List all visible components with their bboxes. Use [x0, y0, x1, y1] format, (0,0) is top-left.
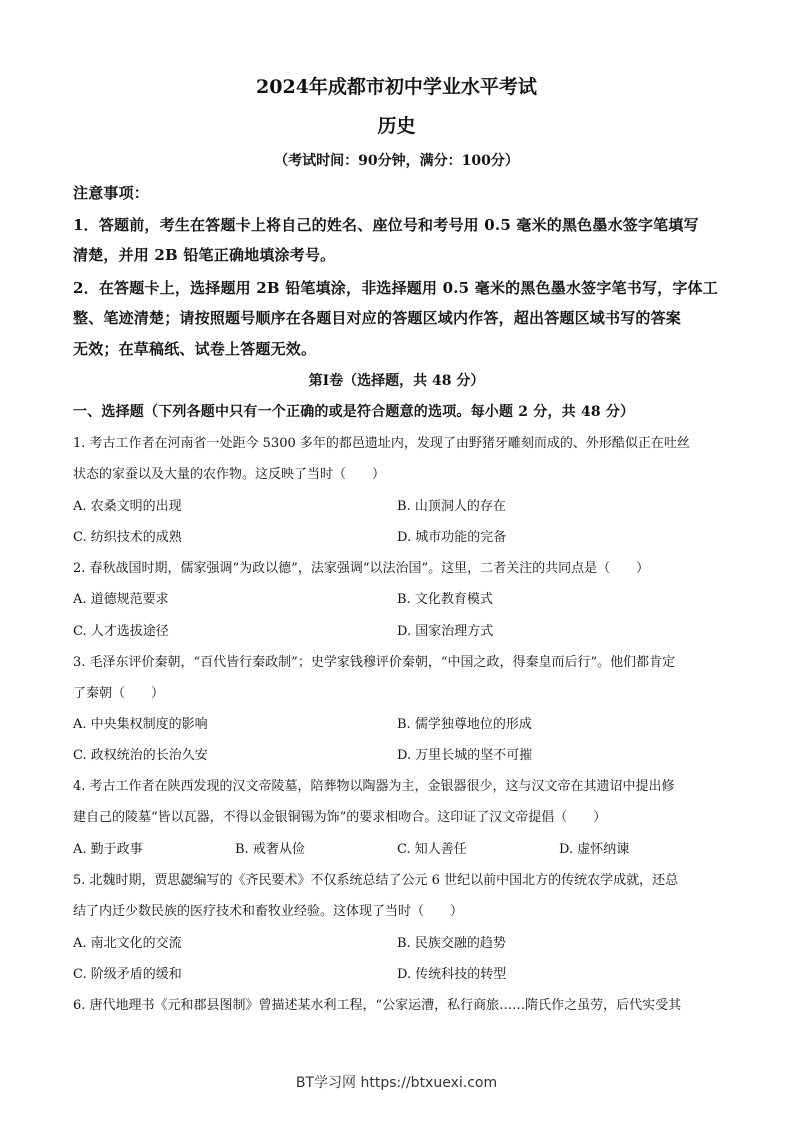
section-title: 第Ⅰ卷（选择题，共 48 分） [308, 373, 485, 389]
page-footer[interactable]: BT学习网 https://btxuexi.com [295, 1075, 498, 1091]
question-3-option-b: B. 儒学独尊地位的形成 [397, 717, 532, 732]
exam-info: （考试时间：90分钟，满分：100分） [274, 153, 519, 169]
question-3-stem: 3. 毛泽东评价秦朝，“百代皆行秦政制”；史学家钱穆评价秦朝，“中国之政，得秦皇而后行”。他们都肯定 [73, 655, 676, 670]
notice-line: 1．答题前，考生在答题卡上将自己的姓名、座位号和考号用 0.5 毫米的黑色墨水签字笔填写 [73, 216, 699, 234]
question-2-option-c: C. 人才选拔途径 [73, 624, 169, 639]
question-6-stem: 6. 唐代地理书《元和郡县图制》曾描述某水利工程，“公家运漕，私行商旅……隋氏作之虽劳，后代实受其 [73, 998, 682, 1013]
question-4-option-d: D. 虚怀纳谏 [559, 842, 630, 857]
question-4-option-b: B. 戒奢从俭 [235, 842, 305, 857]
question-5-option-c: C. 阶级矛盾的缓和 [73, 967, 182, 982]
exam-title: 2024年成都市初中学业水平考试 [256, 76, 537, 98]
question-1-stem: 1. 考古工作者在河南省一处距今 5300 多年的都邑遗址内，发现了由野猪牙雕刻而成的、外形酷似正在吐丝 [73, 436, 690, 451]
notice-line: 无效；在草稿纸、试卷上答题无效。 [73, 340, 317, 358]
question-1-stem: 状态的家蚕以及大量的农作物。这反映了当时（ ） [73, 467, 386, 482]
question-2-option-b: B. 文化教育模式 [397, 592, 493, 607]
subject-title: 历史 [377, 115, 416, 137]
question-4-option-c: C. 知人善任 [397, 842, 467, 857]
question-2-option-d: D. 国家治理方式 [397, 624, 494, 639]
question-3-option-c: C. 政权统治的长治久安 [73, 748, 208, 763]
question-4-stem: 4. 考古工作者在陕西发现的汉文帝陵墓，陪葬物以陶器为主，金银器很少，这与汉文帝在其遗诏中提出修 [73, 779, 675, 794]
notice-line: 整、笔迹清楚；请按照题号顺序在各题目对应的答题区域内作答，超出答题区域书写的答案 [73, 309, 682, 327]
question-5-option-d: D. 传统科技的转型 [397, 967, 507, 982]
question-4-stem: 建自己的陵墓“皆以瓦器，不得以金银铜锡为饰”的要求相吻合。这印证了汉文帝提倡（ ） [73, 810, 607, 825]
question-2-option-a: A. 道德规范要求 [73, 592, 169, 607]
question-1-option-b: B. 山顶洞人的存在 [397, 499, 506, 514]
question-3-option-a: A. 中央集权制度的影响 [73, 717, 208, 732]
question-1-option-d: D. 城市功能的完备 [397, 530, 507, 545]
notice-heading: 注意事项： [73, 184, 150, 202]
notice-line: 2．在答题卡上，选择题用 2B 铅笔填涂，非选择题用 0.5 毫米的黑色墨水签字笔书写，字体工 [73, 279, 718, 297]
question-4-option-a: A. 勤于政事 [73, 842, 143, 857]
question-3-stem: 了秦朝（ ） [73, 686, 165, 701]
part-heading: 一、选择题（下列各题中只有一个正确的或是符合题意的选项。每小题 2 分，共 48 分） [73, 404, 635, 420]
question-5-option-b: B. 民族交融的趋势 [397, 936, 506, 951]
question-1-option-c: C. 纺织技术的成熟 [73, 530, 182, 545]
question-5-stem: 5. 北魏时期，贾思勰编写的《齐民要术》不仅系统总结了公元 6 世纪以前中国北方的传统农学成就，还总 [73, 873, 679, 888]
question-2-stem: 2. 春秋战国时期，儒家强调“为政以德”，法家强调“以法治国”。这里，二者关注的共同点是（ ） [73, 561, 650, 576]
question-5-option-a: A. 南北文化的交流 [73, 936, 182, 951]
question-5-stem: 结了内迁少数民族的医疗技术和畜牧业经验。这体现了当时（ ） [73, 904, 464, 919]
question-3-option-d: D. 万里长城的坚不可摧 [397, 748, 533, 763]
notice-line: 清楚，并用 2B 铅笔正确地填涂考号。 [73, 246, 336, 264]
question-1-option-a: A. 农桑文明的出现 [73, 499, 182, 514]
